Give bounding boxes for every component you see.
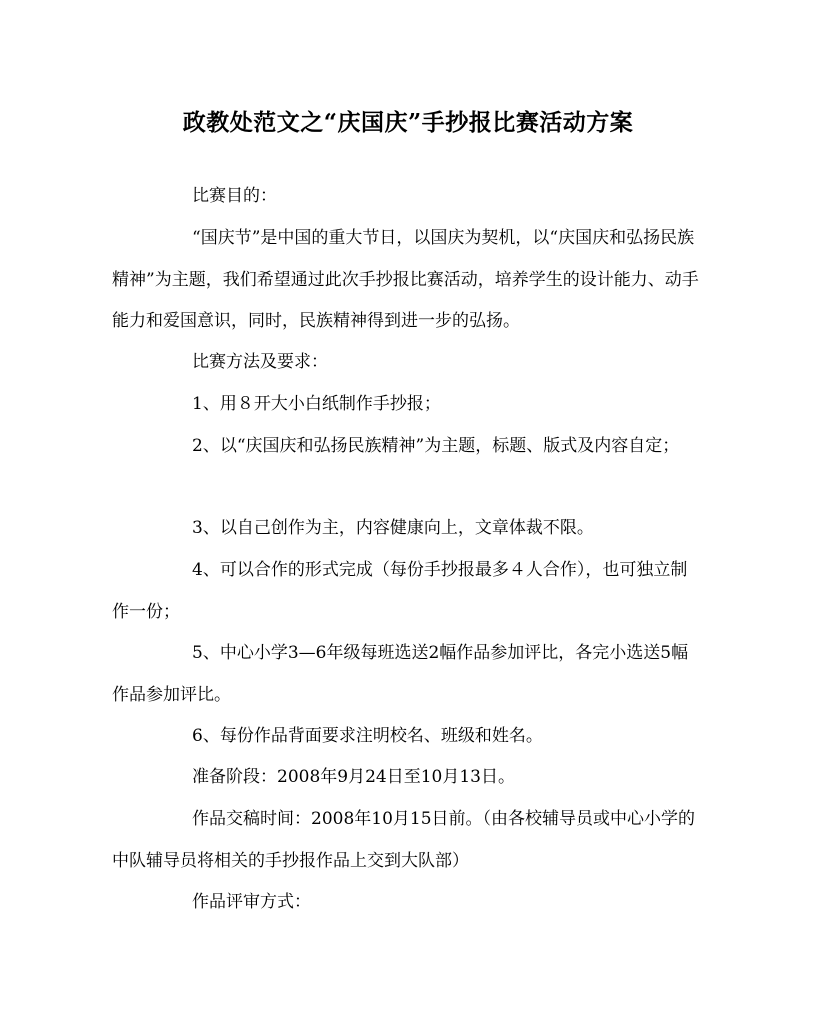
paragraph-rule-6: 6、每份作品背面要求注明校名、班级和姓名。 (192, 726, 543, 746)
paragraph-rule-2: 2、以“庆国庆和弘扬民族精神”为主题，标题、版式及内容自定； (192, 436, 680, 456)
paragraph-purpose-heading: 比赛目的： (192, 186, 277, 206)
paragraph-rule-3: 3、以自己创作为主，内容健康向上，文章体裁不限。 (192, 518, 594, 538)
paragraph-rule-1: 1、用８开大小白纸制作手抄报； (192, 394, 441, 414)
paragraph-submission-time: 作品交稿时间：2008年10月15日前。（由各校辅导员或中心小学的中队辅导员将相关的手抄报作品上交到大队部） (112, 809, 696, 871)
paragraph-evaluation-heading: 作品评审方式： (192, 892, 311, 912)
paragraph-purpose-body: “国庆节”是中国的重大节日，以国庆为契机，以“庆国庆和弘扬民族精神”为主题，我们希望通过此次手抄报比赛活动，培养学生的设计能力、动手能力和爱国意识，同时，民族精神得到进一步的弘扬。 (112, 228, 699, 331)
paragraph-rule-4: 4、可以合作的形式完成（每份手抄报最多４人合作），也可独立制作一份； (112, 560, 688, 622)
paragraph-rule-5: 5、中心小学3—6年级每班选送2幅作品参加评比，各完小选送5幅作品参加评比。 (112, 643, 689, 705)
document-title: 政教处范文之“庆国庆”手抄报比赛活动方案 (182, 109, 634, 136)
paragraph-method-heading: 比赛方法及要求： (192, 352, 328, 372)
paragraph-preparation-stage: 准备阶段：2008年9月24日至10月13日。 (192, 767, 515, 787)
